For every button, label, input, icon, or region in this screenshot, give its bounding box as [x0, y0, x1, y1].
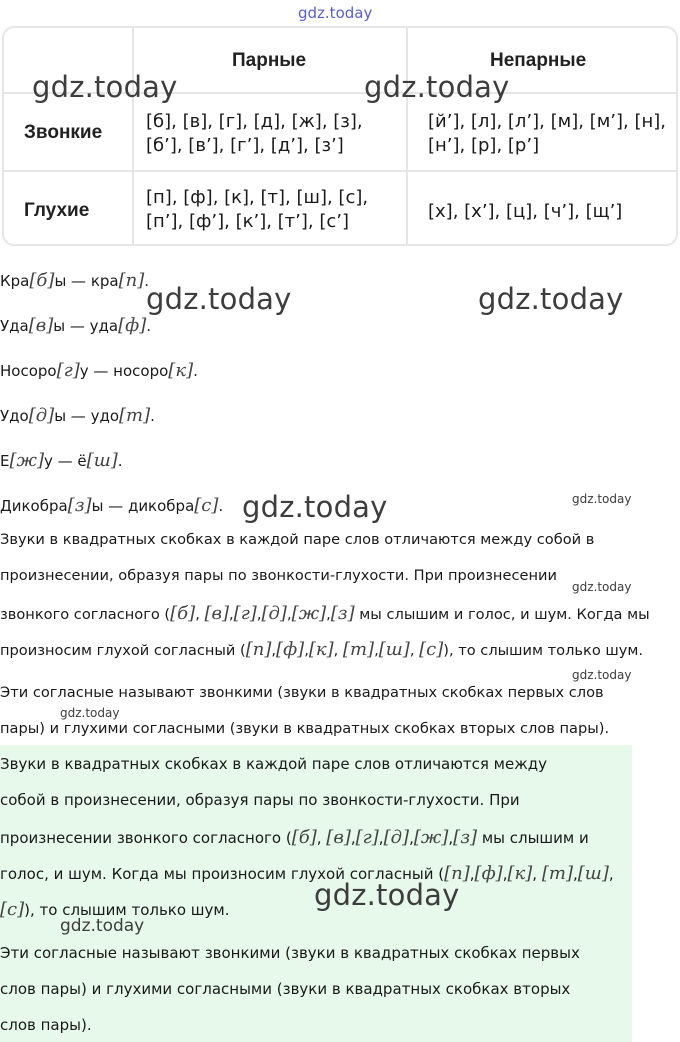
paragraph-line: собой в произнесении, образуя пары по звонкости-глухости. При	[0, 791, 520, 809]
watermark: gdz.today	[60, 706, 120, 720]
voiced-unpaired-cell: [й’], [л], [л’], [м], [м’], [н], [н’], [р], [р’]	[428, 111, 667, 156]
row-label-voiced: Звонкие	[24, 122, 103, 143]
row-label-voiceless: Глухие	[24, 200, 90, 221]
watermark: gdz.today	[572, 580, 632, 594]
table-divider	[4, 170, 676, 172]
example-line: Носоро[г]у — носоро[к].	[0, 360, 198, 381]
paragraph-line: произнесении, образуя пары по звонкости-глухости. При произнесении	[0, 567, 557, 584]
voiceless-unpaired-cell: [х], [х’], [ц], [ч’], [щ’]	[428, 201, 623, 222]
example-line: Кра[б]ы — кра[п].	[0, 270, 150, 291]
voiced-paired-cell: [б], [в], [г], [д], [ж], [з], [б’], [в’], [г’], [д’], [з’]	[146, 111, 363, 156]
watermark: gdz.today	[242, 490, 388, 524]
paragraph-line: Звуки в квадратных скобках в каждой паре слов отличаются между собой в	[0, 531, 595, 548]
watermark: gdz.today	[572, 668, 632, 682]
example-line: Е[ж]у — ё[ш].	[0, 450, 123, 471]
paragraph-line: слов пары).	[0, 1016, 92, 1034]
paragraph-line: пары) и глухими согласными (звуки в квадратных скобках вторых слов пары).	[0, 720, 610, 737]
paragraph-line: звонкого согласного ([б], [в],[г],[д],[ж],[з] мы слышим и голос, и шум. Когда мы	[0, 603, 650, 624]
example-line: Уда[в]ы — уда[ф].	[0, 315, 152, 336]
watermark: gdz.today	[572, 492, 632, 506]
watermark: gdz.today	[298, 4, 373, 22]
header-unpaired: Непарные	[490, 50, 587, 71]
watermark: gdz.today	[478, 282, 624, 316]
table-divider	[406, 28, 408, 244]
table-divider	[132, 28, 134, 244]
watermark: gdz.today	[364, 70, 510, 104]
watermark: gdz.today	[32, 70, 178, 104]
paragraph-line: слов пары) и глухими согласными (звуки в квадратных скобках вторых	[0, 980, 571, 998]
watermark: gdz.today	[60, 916, 145, 936]
paragraph-line: голос, и шум. Когда мы произносим глухой согласный ([п],[ф],[к], [т],[ш],	[0, 863, 614, 884]
watermark: gdz.today	[146, 282, 292, 316]
paragraph-line: произносим глухой согласный ([п],[ф],[к], [т],[ш], [с]), то слышим только шум.	[0, 639, 644, 660]
paragraph-line: Эти согласные называют звонкими (звуки в квадратных скобках первых слов	[0, 684, 604, 701]
example-line: Дикобра[з]ы — дикобра[с].	[0, 495, 224, 516]
paragraph-line: Звуки в квадратных скобках в каждой паре слов отличаются между	[0, 755, 547, 773]
voiceless-paired-cell: [п], [ф], [к], [т], [ш], [с], [п’], [ф’], [к’], [т’], [с’]	[146, 187, 369, 232]
paragraph-line: произнесении звонкого согласного ([б], [в],[г],[д],[ж],[з] мы слышим и	[0, 827, 589, 848]
paragraph-line: Эти согласные называют звонкими (звуки в квадратных скобках первых	[0, 944, 580, 962]
consonants-table	[2, 26, 678, 246]
watermark: gdz.today	[314, 878, 460, 912]
paragraph-line: [с]), то слышим только шум.	[0, 899, 230, 920]
header-paired: Парные	[232, 50, 307, 71]
example-line: Удо[д]ы — удо[т].	[0, 405, 155, 426]
